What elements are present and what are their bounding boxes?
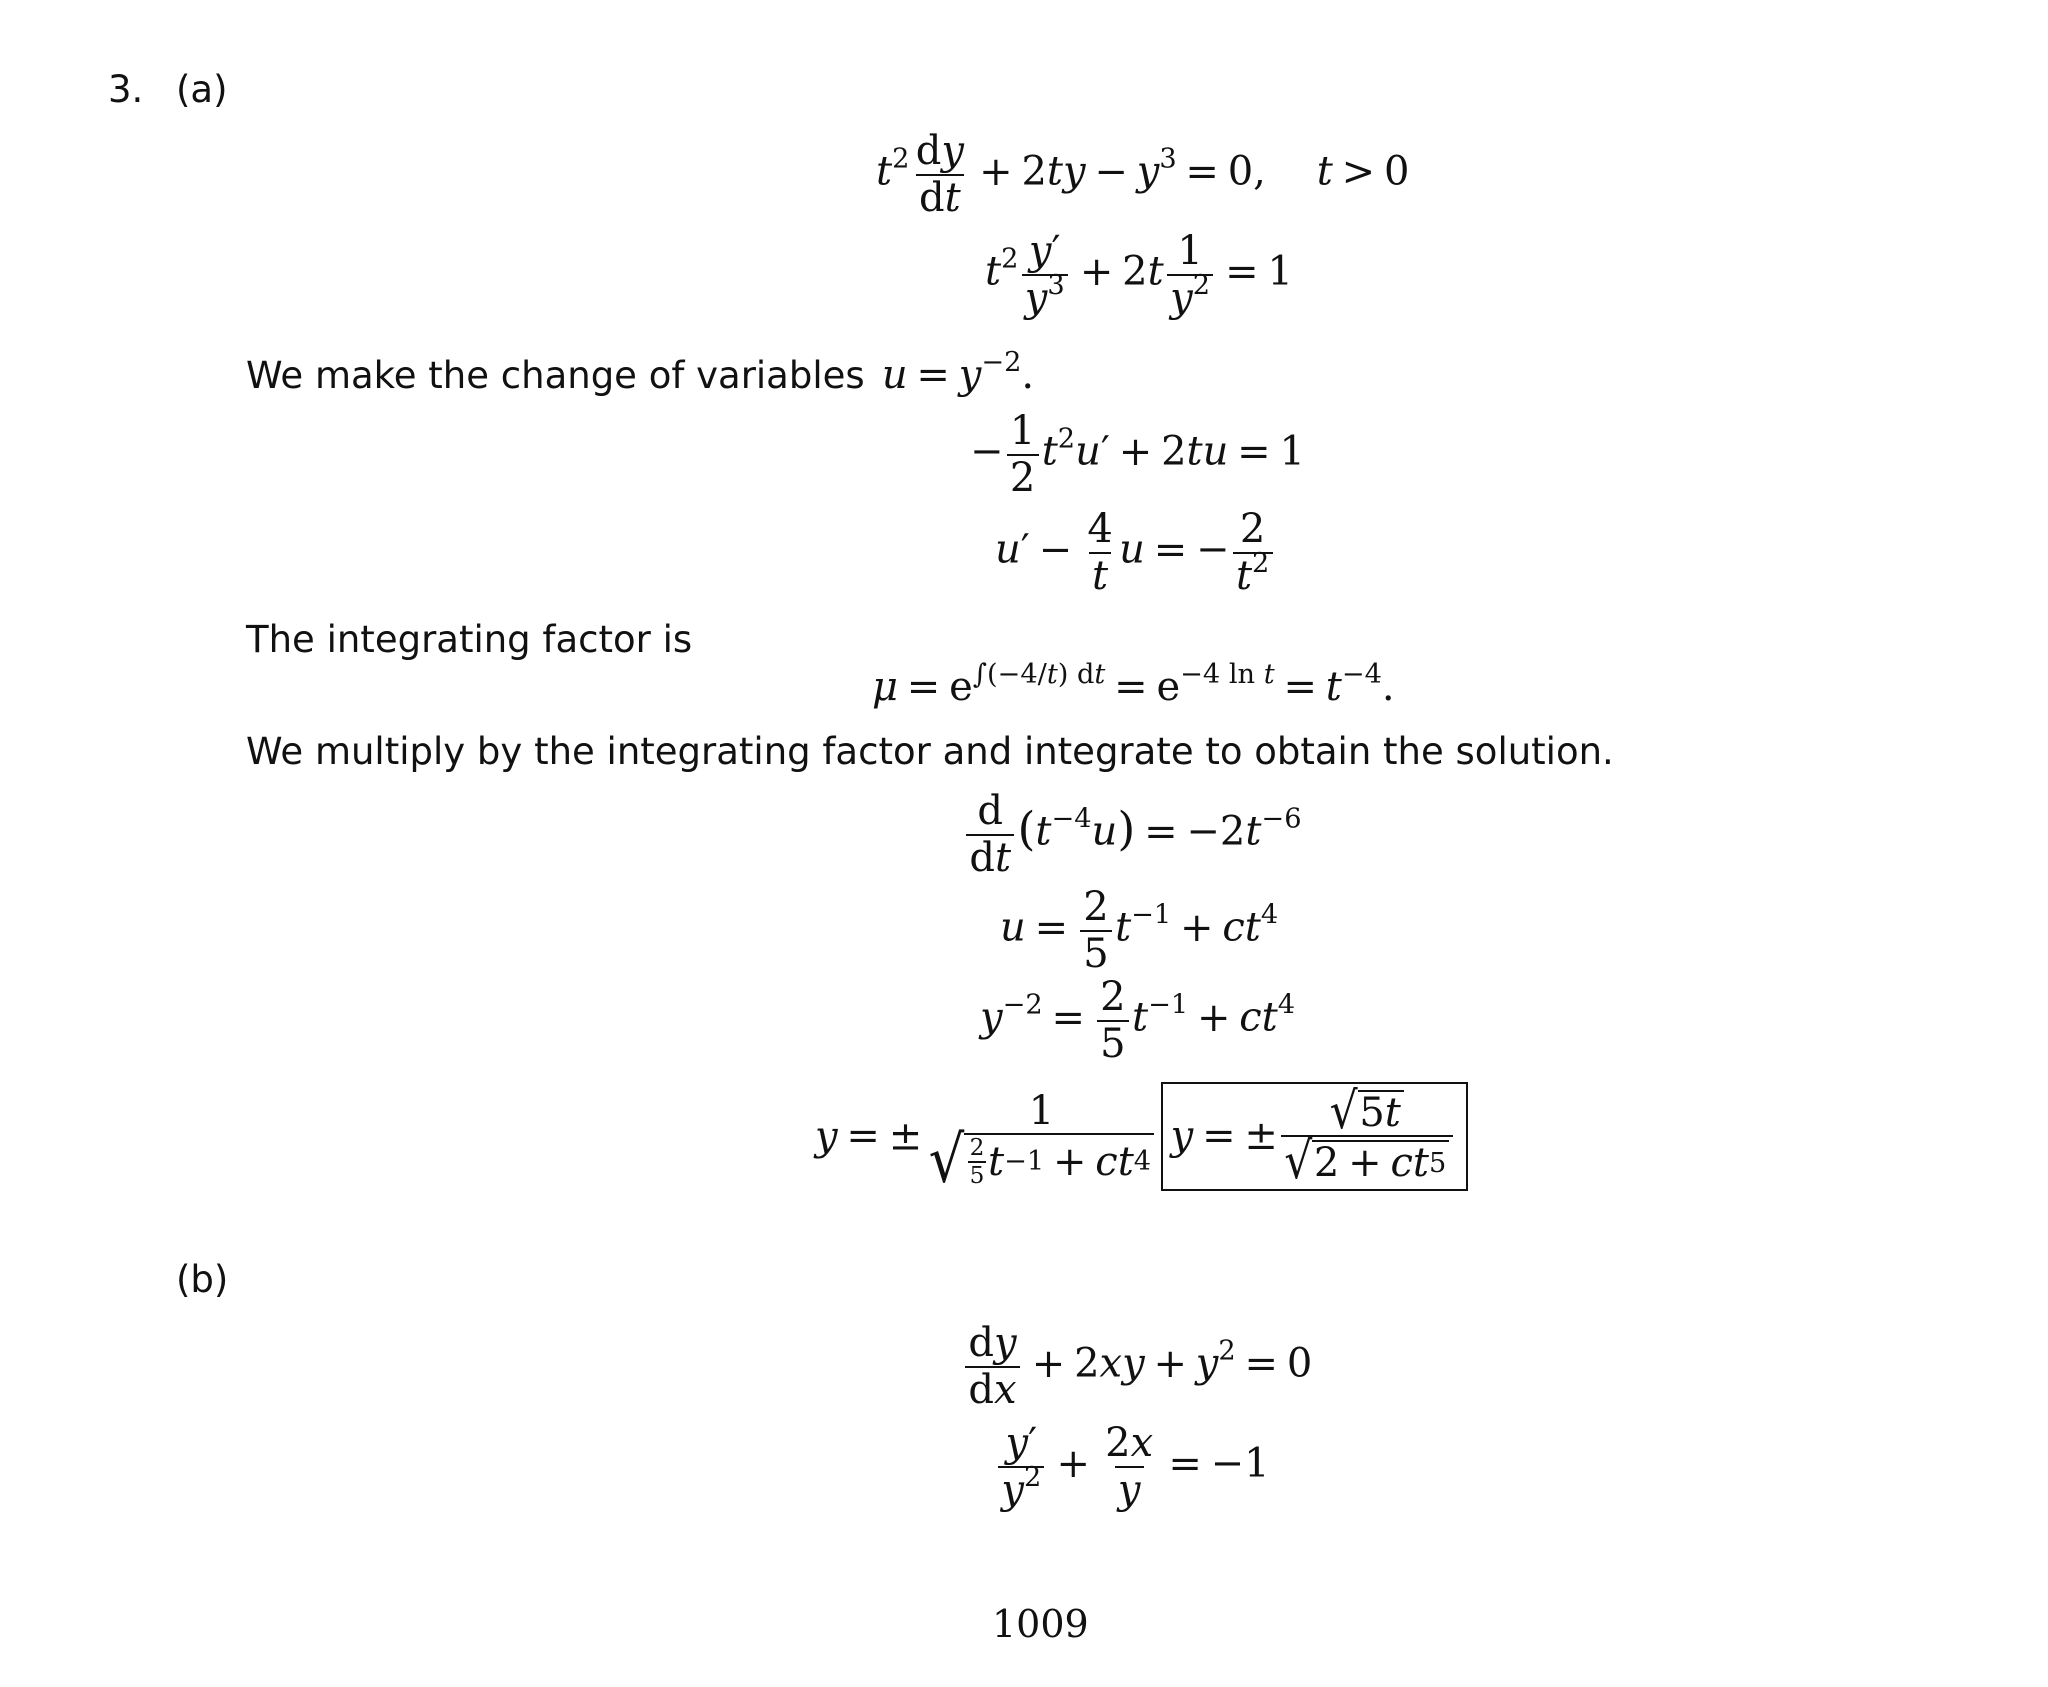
- integrating-factor-text: The integrating factor is: [246, 618, 693, 661]
- substitution-u: $u = y^{-2}$.: [881, 347, 1035, 398]
- change-of-variables-prefix: We make the change of variables: [246, 354, 865, 397]
- equation-a6: u = $\frac{2}{5}$ $t^{-1} + ct^4$: [1000, 884, 1279, 977]
- equation-a8: y = ± 1 √ $\frac{2}{5}$ t −1 + ct 4 y = ± √ 5 t √ 2 + ct 5: [815, 1082, 1468, 1191]
- change-of-variables-text: [246, 347, 1035, 398]
- integrating-factor-equation: $\mu = e^{\int(-4/t) dt} = e^{-4 ln t} = t^{-4}$.: [872, 659, 1395, 710]
- part-b-label: (b): [176, 1258, 229, 1301]
- equation-a7: $y^{-2}$ = $\frac{2}{5}$ $t^{-1} + ct^4$: [980, 974, 1296, 1067]
- equation-a5: $\frac{d}{dt}$ $(t^{-4}u) = -2t^{-6}$: [963, 790, 1302, 879]
- part-a-label: (a): [176, 68, 228, 111]
- multiply-text: We multiply by the integrating factor and integrate to obtain the solution.: [246, 730, 1614, 773]
- boxed-answer: y = ± √ 5 t √ 2 + ct 5: [1161, 1082, 1468, 1191]
- equation-b1: $\frac{dy}{dx}$ + $2xy + y^2 = 0$: [962, 1322, 1312, 1411]
- page-number: 1009: [992, 1602, 1089, 1646]
- equation-a3: − $\frac{1}{2}$ $t^2u' + 2tu = 1$: [970, 408, 1305, 501]
- condition-t-positive: t > 0: [1316, 148, 1410, 195]
- equation-b2: $\frac{y'}{y^2}$ + $\frac{2x}{y}$ = −1: [995, 1422, 1270, 1511]
- equation-a1: $t^2$ $\frac{dy}{dt}$ + $2ty - y^3 = 0$, t > 0: [876, 128, 1410, 221]
- equation-a2: $t^2$ $\frac{y'}{y^3}$ + 2t $\frac{1}{y^2}$ = 1: [985, 228, 1293, 321]
- problem-number: 3.: [108, 68, 144, 111]
- equation-a4: u′ − $\frac{4}{t}$ u = − $\frac{2}{t^2}$: [995, 508, 1276, 597]
